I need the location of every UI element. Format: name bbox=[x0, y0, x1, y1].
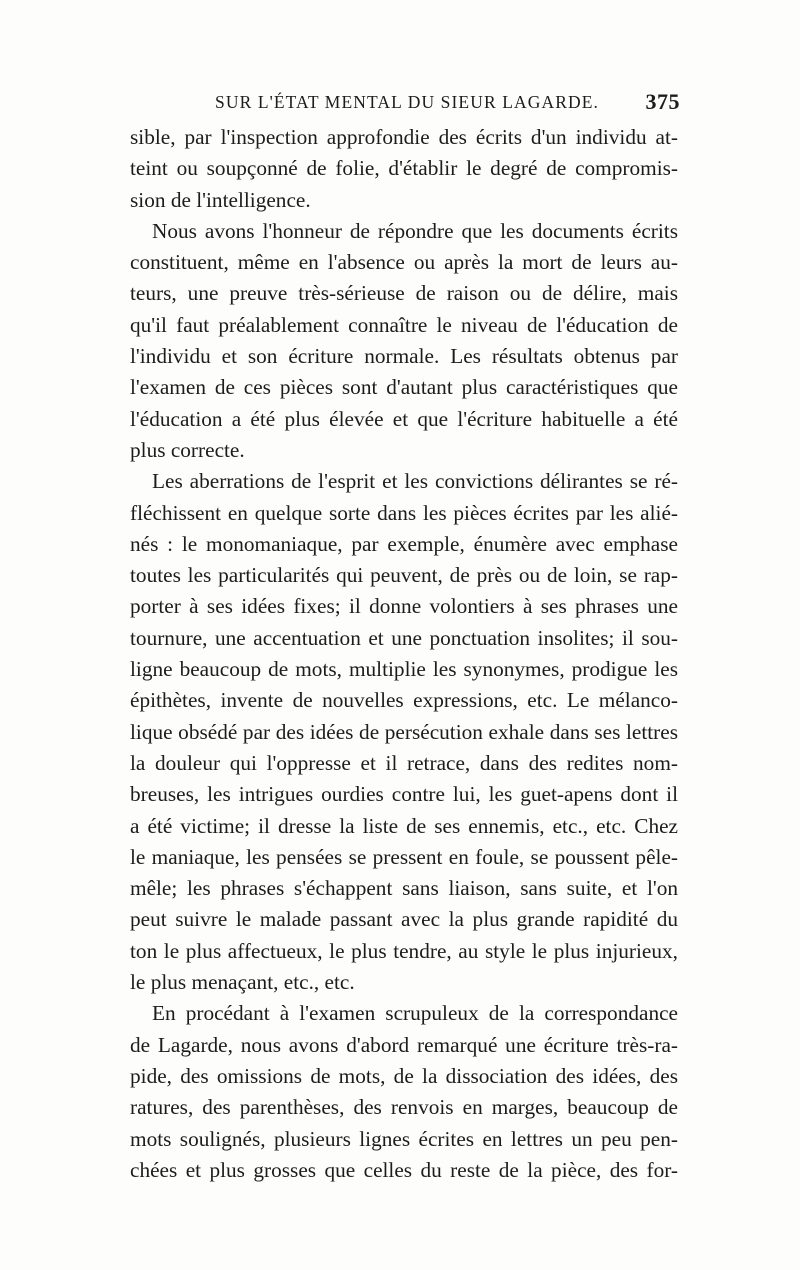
text-line: mots soulignés, plusieurs lignes écrites en lettres un peu pen- bbox=[130, 1126, 678, 1151]
paragraph-2 bbox=[130, 216, 678, 466]
text-line: peut suivre le malade passant avec la plus grande rapidité du bbox=[130, 907, 678, 932]
text-line: En procédant à l'examen scrupuleux de la correspondance bbox=[152, 1001, 678, 1026]
text-line: nés : le monomaniaque, par exemple, énumère avec emphase bbox=[130, 531, 678, 556]
text-line: ratures, des parenthèses, des renvois en marges, beaucoup de bbox=[130, 1095, 678, 1120]
paragraph-3 bbox=[130, 466, 678, 998]
text-line: le plus menaçant, etc., etc. bbox=[130, 970, 355, 995]
text-line: la douleur qui l'oppresse et il retrace, dans des redites nom- bbox=[130, 750, 678, 775]
text-line: pide, des omissions de mots, de la dissociation des idées, des bbox=[130, 1063, 678, 1088]
text-line: a été victime; il dresse la liste de ses ennemis, etc., etc. Chez bbox=[130, 813, 678, 838]
text-line: teurs, une preuve très-sérieuse de raison ou de délire, mais bbox=[130, 281, 678, 306]
text-line: lique obsédé par des idées de persécution exhale dans ses lettres bbox=[130, 719, 678, 744]
text-line: ton le plus affectueux, le plus tendre, au style le plus injurieux, bbox=[130, 938, 678, 963]
body-text bbox=[130, 122, 678, 1186]
text-line: toutes les particularités qui peuvent, de près ou de loin, se rap- bbox=[130, 563, 678, 588]
text-line: chées et plus grosses que celles du reste de la pièce, des for- bbox=[130, 1157, 678, 1182]
text-line: qu'il faut préalablement connaître le niveau de l'éducation de bbox=[130, 312, 678, 337]
text-line: teint ou soupçonné de folie, d'établir le degré de compromis- bbox=[130, 156, 678, 181]
text-line: tournure, une accentuation et une ponctuation insolites; il sou- bbox=[130, 625, 678, 650]
page-number: 375 bbox=[645, 89, 680, 114]
text-line: plus correcte. bbox=[130, 437, 245, 462]
text-line: de Lagarde, nous avons d'abord remarqué une écriture très-ra- bbox=[130, 1032, 678, 1057]
running-head: SUR L'ÉTAT MENTAL DU SIEUR LAGARDE. bbox=[215, 92, 599, 112]
text-line: sion de l'intelligence. bbox=[130, 187, 311, 212]
text-line: porter à ses idées fixes; il donne volontiers à ses phrases une bbox=[130, 594, 678, 619]
text-line: Nous avons l'honneur de répondre que les documents écrits bbox=[152, 218, 678, 243]
text-line: l'examen de ces pièces sont d'autant plus caractéristiques que bbox=[130, 375, 678, 400]
paragraph-1 bbox=[130, 122, 678, 216]
text-line: l'éducation a été plus élevée et que l'écriture habituelle a été bbox=[130, 406, 678, 431]
text-line: sible, par l'inspection approfondie des écrits d'un individu at- bbox=[130, 125, 678, 149]
text-line: épithètes, invente de nouvelles expressions, etc. Le mélanco- bbox=[130, 688, 678, 713]
page-header bbox=[215, 89, 680, 120]
text-line: le maniaque, les pensées se pressent en foule, se poussent pêle- bbox=[130, 844, 678, 869]
text-line: constituent, même en l'absence ou après la mort de leurs au- bbox=[130, 250, 678, 275]
paragraph-4 bbox=[130, 998, 678, 1186]
text-line: breuses, les intrigues ourdies contre lui, les guet-apens dont il bbox=[130, 782, 678, 807]
text-line: fléchissent en quelque sorte dans les pièces écrites par les alié- bbox=[130, 500, 678, 525]
text-line: l'individu et son écriture normale. Les résultats obtenus par bbox=[130, 344, 678, 369]
text-line: mêle; les phrases s'échappent sans liaison, sans suite, et l'on bbox=[130, 876, 678, 901]
text-line: Les aberrations de l'esprit et les convictions délirantes se ré- bbox=[152, 469, 678, 494]
text-line: ligne beaucoup de mots, multiplie les synonymes, prodigue les bbox=[130, 657, 678, 682]
